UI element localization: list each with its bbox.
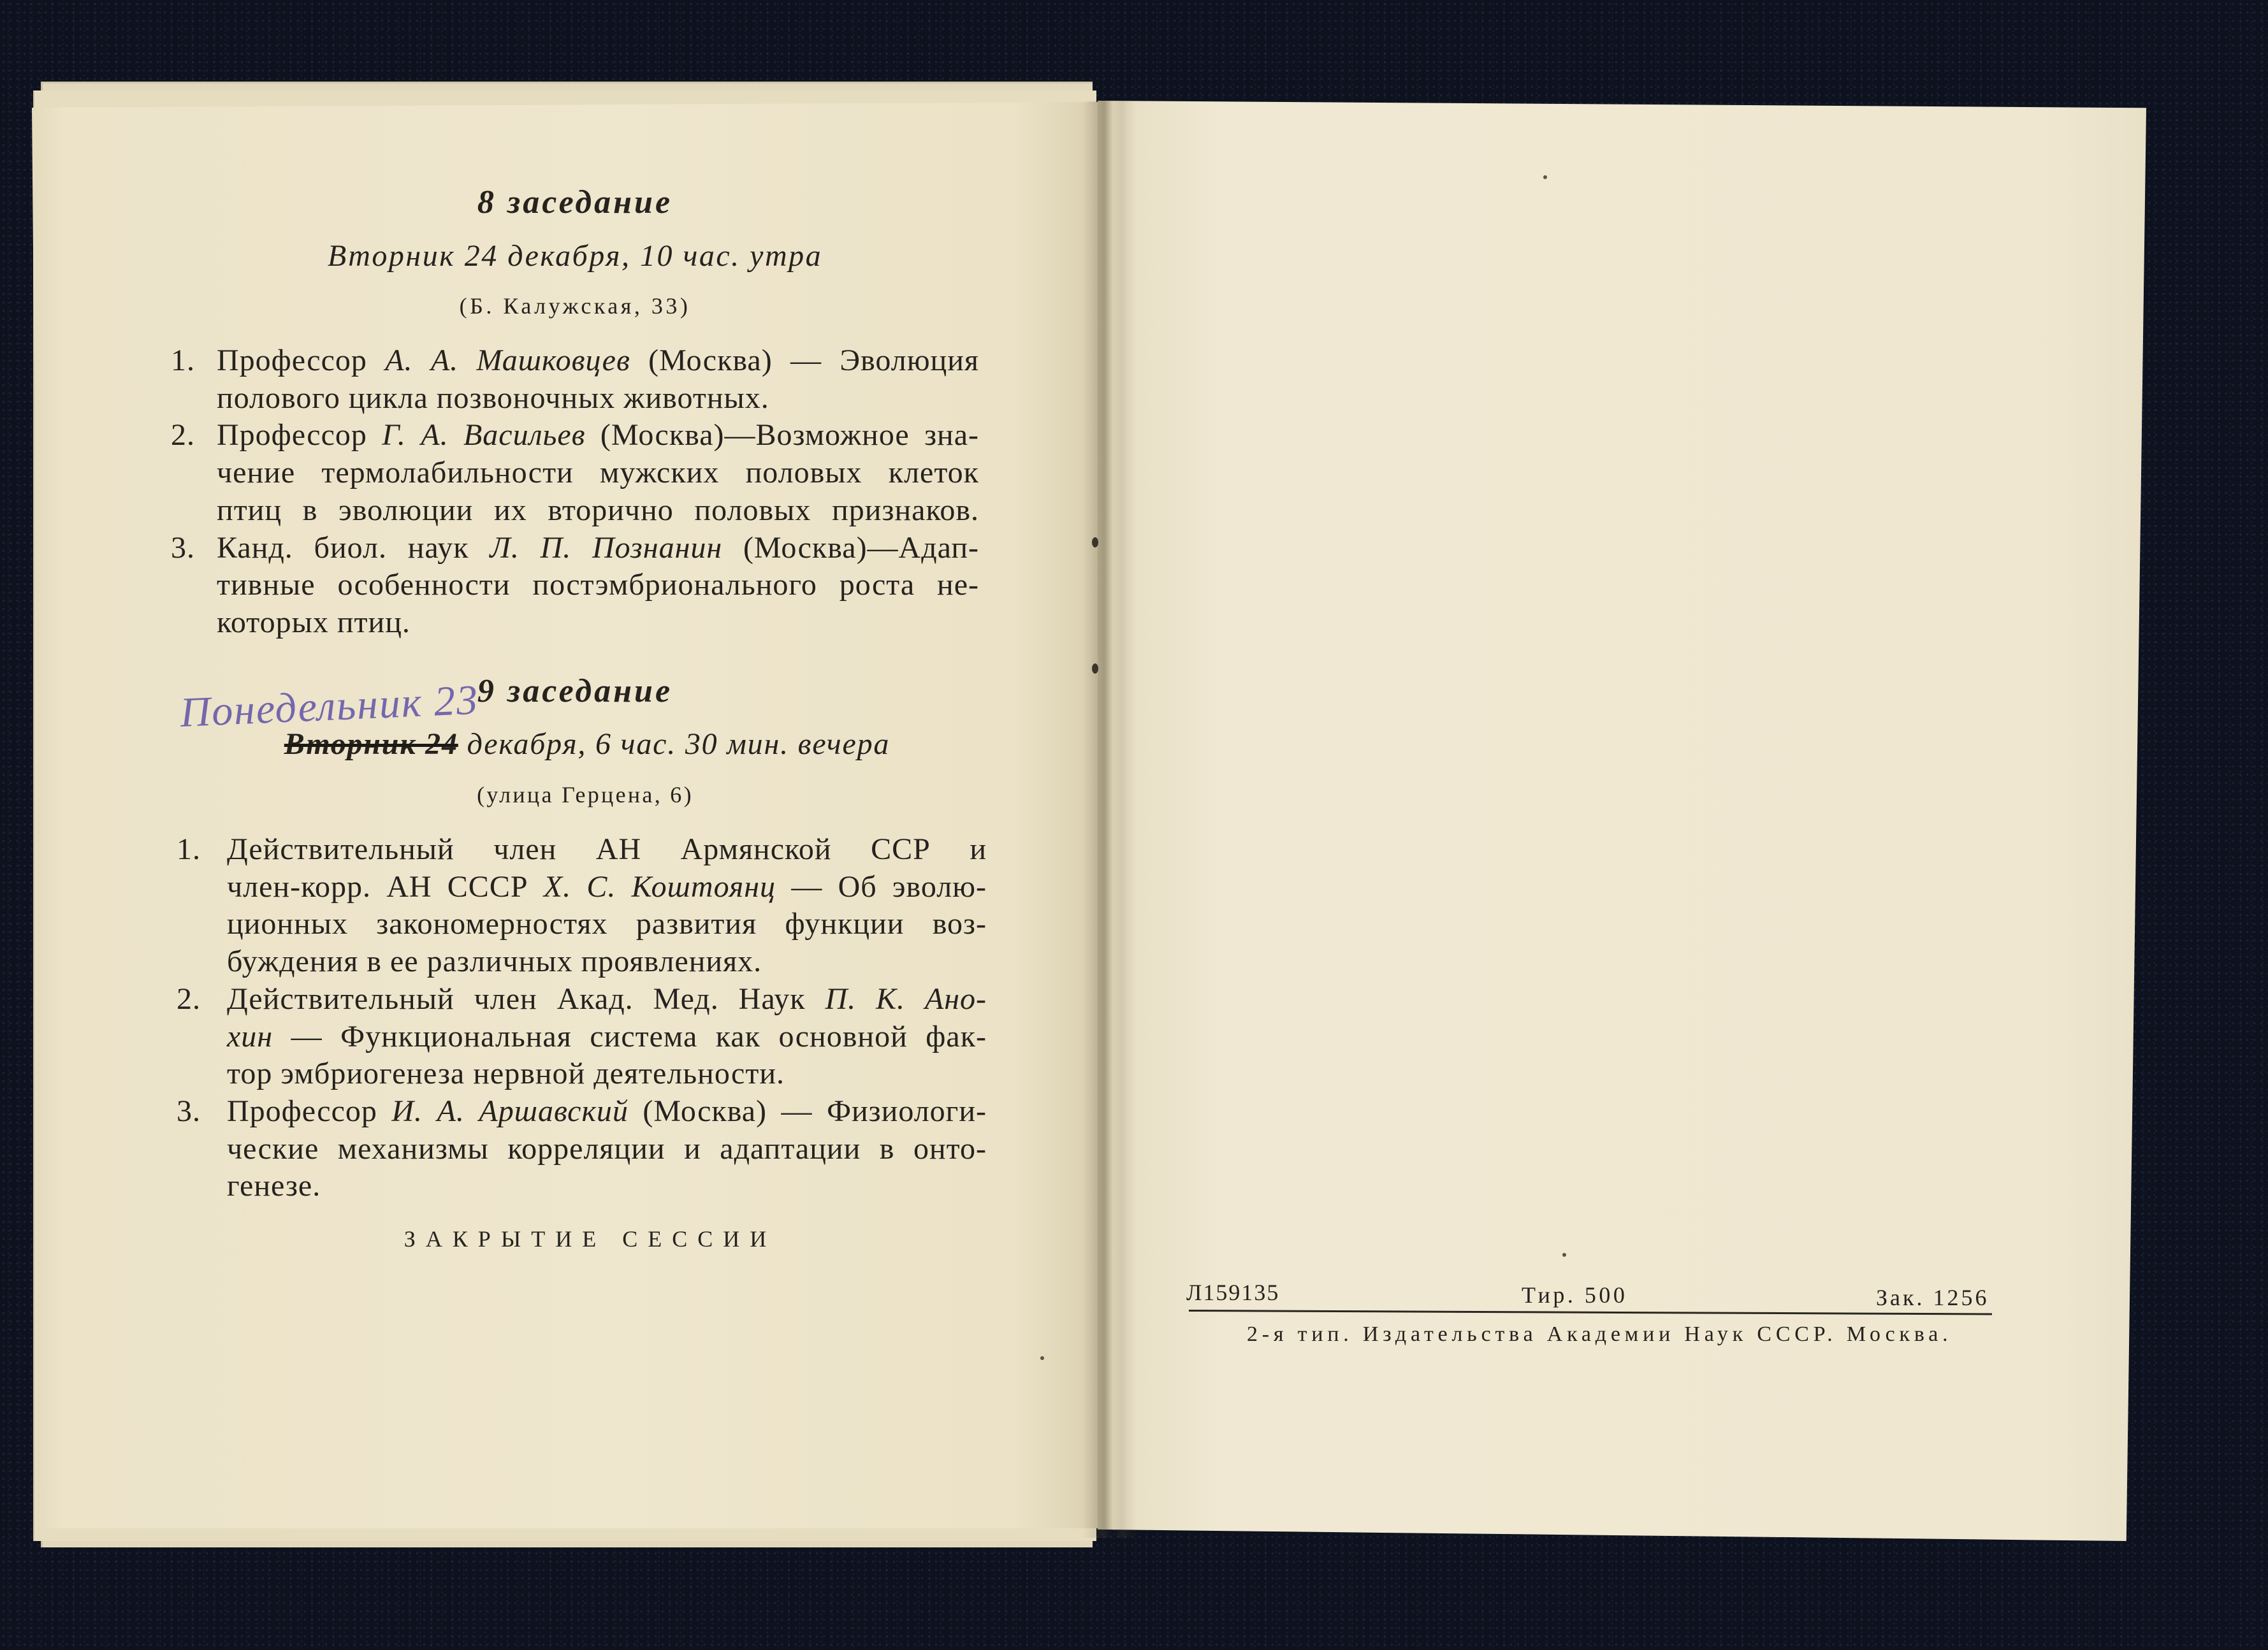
item-text-line: [217, 492, 979, 530]
struck-out-date: Вторник 24: [284, 727, 458, 761]
item-text-segment: член-корр. АН СССР: [227, 869, 544, 904]
item-text-line: [217, 454, 979, 492]
printers-imprint: [1179, 1271, 2008, 1361]
session-8-item-2: [171, 417, 979, 529]
item-text-segment: — Об эволю-: [776, 869, 987, 904]
imprint-printing-house: 2-я тип. Издательства Академии Наук СССР. Москва.: [1247, 1322, 1952, 1346]
item-text-segment: Канд. биол. наук: [217, 530, 490, 565]
item-number: 1.: [171, 344, 195, 377]
imprint-rule: [1189, 1310, 1992, 1315]
item-text-segment: (Москва) — Физиологи-: [628, 1094, 987, 1128]
item-text-segment: Профессор: [227, 1094, 392, 1128]
speaker-name: Л. П. Познанин: [490, 530, 723, 565]
item-text-segment: (Москва)—Возможное зна-: [585, 418, 979, 452]
stitch-hole: [1092, 537, 1098, 547]
item-text-segment: Профессор: [217, 344, 386, 377]
item-text-line: [227, 906, 987, 943]
imprint-print-run: Тир. 500: [1522, 1282, 1628, 1308]
session-9-item-1: [177, 831, 987, 981]
item-text: [217, 417, 979, 529]
session-8-item-1: [171, 342, 979, 417]
item-text-segment: (Москва)—Адап-: [722, 530, 979, 565]
item-text-line: [227, 981, 987, 1018]
imprint-code: Л159135: [1186, 1280, 1280, 1305]
item-number: 3.: [177, 1094, 201, 1128]
stitch-hole: [1092, 663, 1098, 674]
item-number: 1.: [177, 832, 201, 866]
item-text-line: [227, 1055, 987, 1093]
speaker-name: Г. А. Васильев: [382, 418, 586, 452]
item-text-line: [217, 604, 979, 642]
speaker-name: Х. С. Коштоянц: [543, 869, 776, 904]
item-number: 2.: [171, 418, 195, 452]
item-text-segment: — Функциональная система как основной фак-: [273, 1019, 987, 1053]
item-text-line: [227, 831, 987, 869]
item-text-line: [227, 1168, 987, 1205]
item-text-segment: тивные особенности постэмбрионального роста не-: [217, 568, 979, 602]
spine-gutter: [1082, 101, 1137, 1538]
speaker-name: А. А. Машковцев: [385, 344, 630, 377]
session-9-place: (улица Герцена, 6): [477, 782, 694, 807]
item-text-line: [217, 567, 979, 604]
item-text: [217, 530, 979, 642]
item-number: 3.: [171, 530, 195, 565]
session-9-time: декабря, 6 час. 30 мин. вечера: [458, 727, 890, 761]
session-9-title: 9 заседание: [477, 673, 673, 709]
item-text-line: [217, 380, 979, 417]
item-text-line: [227, 943, 987, 981]
item-text-segment: тор эмбриогенеза нервной деятельности.: [227, 1057, 785, 1091]
item-text-segment: Действительный член Акад. Мед. Наук: [227, 981, 825, 1016]
item-text-segment: (Москва) — Эволюция: [630, 344, 979, 377]
speaker-name: И. А. Аршавский: [391, 1094, 629, 1128]
paper-speck: [1040, 1356, 1044, 1360]
item-text-segment: Профессор: [217, 418, 382, 452]
item-text-segment: птиц в эволюции их вторично половых признаков.: [217, 493, 979, 527]
item-text: [227, 1093, 987, 1205]
item-text: [227, 831, 987, 981]
session-9-agenda: [177, 831, 987, 1205]
item-text-segment: ционных закономерностях развития функции воз-: [227, 907, 987, 941]
speaker-name: хин: [227, 1019, 273, 1053]
session-8-agenda: [171, 342, 979, 642]
item-text-segment: ческие механизмы корреляции и адаптации в онто-: [227, 1131, 987, 1166]
session-9-item-2: [177, 981, 987, 1093]
item-text-line: [227, 869, 987, 906]
session-8-title: 8 заседание: [477, 184, 673, 221]
imprint-order-number: Зак. 1256: [1876, 1285, 1989, 1310]
session-8-item-3: [171, 530, 979, 642]
item-text-segment: Действительный член АН Армянской ССР и: [227, 832, 987, 866]
item-text-segment: буждения в ее различных проявлениях.: [227, 944, 762, 979]
item-text-line: [227, 1018, 987, 1056]
item-text-line: [227, 1093, 987, 1131]
item-text: [217, 342, 979, 417]
item-text-segment: которых птиц.: [217, 605, 411, 639]
item-text-segment: полового цикла позвоночных животных.: [217, 380, 769, 415]
item-text: [227, 981, 987, 1093]
session-8-date: Вторник 24 декабря, 10 час. утра: [327, 239, 823, 273]
handwritten-date-correction: Понедельник 23: [178, 676, 480, 736]
session-closing-heading: ЗАКРЫТИЕ СЕССИИ: [403, 1226, 777, 1252]
item-text-segment: чение термолабильности мужских половых клеток: [217, 456, 979, 490]
item-text-line: [217, 342, 979, 380]
item-text-line: [217, 417, 979, 454]
session-9-date: [171, 729, 1003, 760]
item-number: 2.: [177, 981, 201, 1016]
speaker-name: П. К. Ано-: [825, 981, 987, 1016]
session-8-place: (Б. Калужская, 33): [459, 293, 691, 319]
session-9-item-3: [177, 1093, 987, 1205]
paper-speck: [1562, 1253, 1566, 1257]
item-text-segment: генезе.: [227, 1169, 321, 1203]
item-text-line: [227, 1131, 987, 1168]
item-text-line: [217, 530, 979, 567]
paper-speck: [1543, 175, 1547, 179]
